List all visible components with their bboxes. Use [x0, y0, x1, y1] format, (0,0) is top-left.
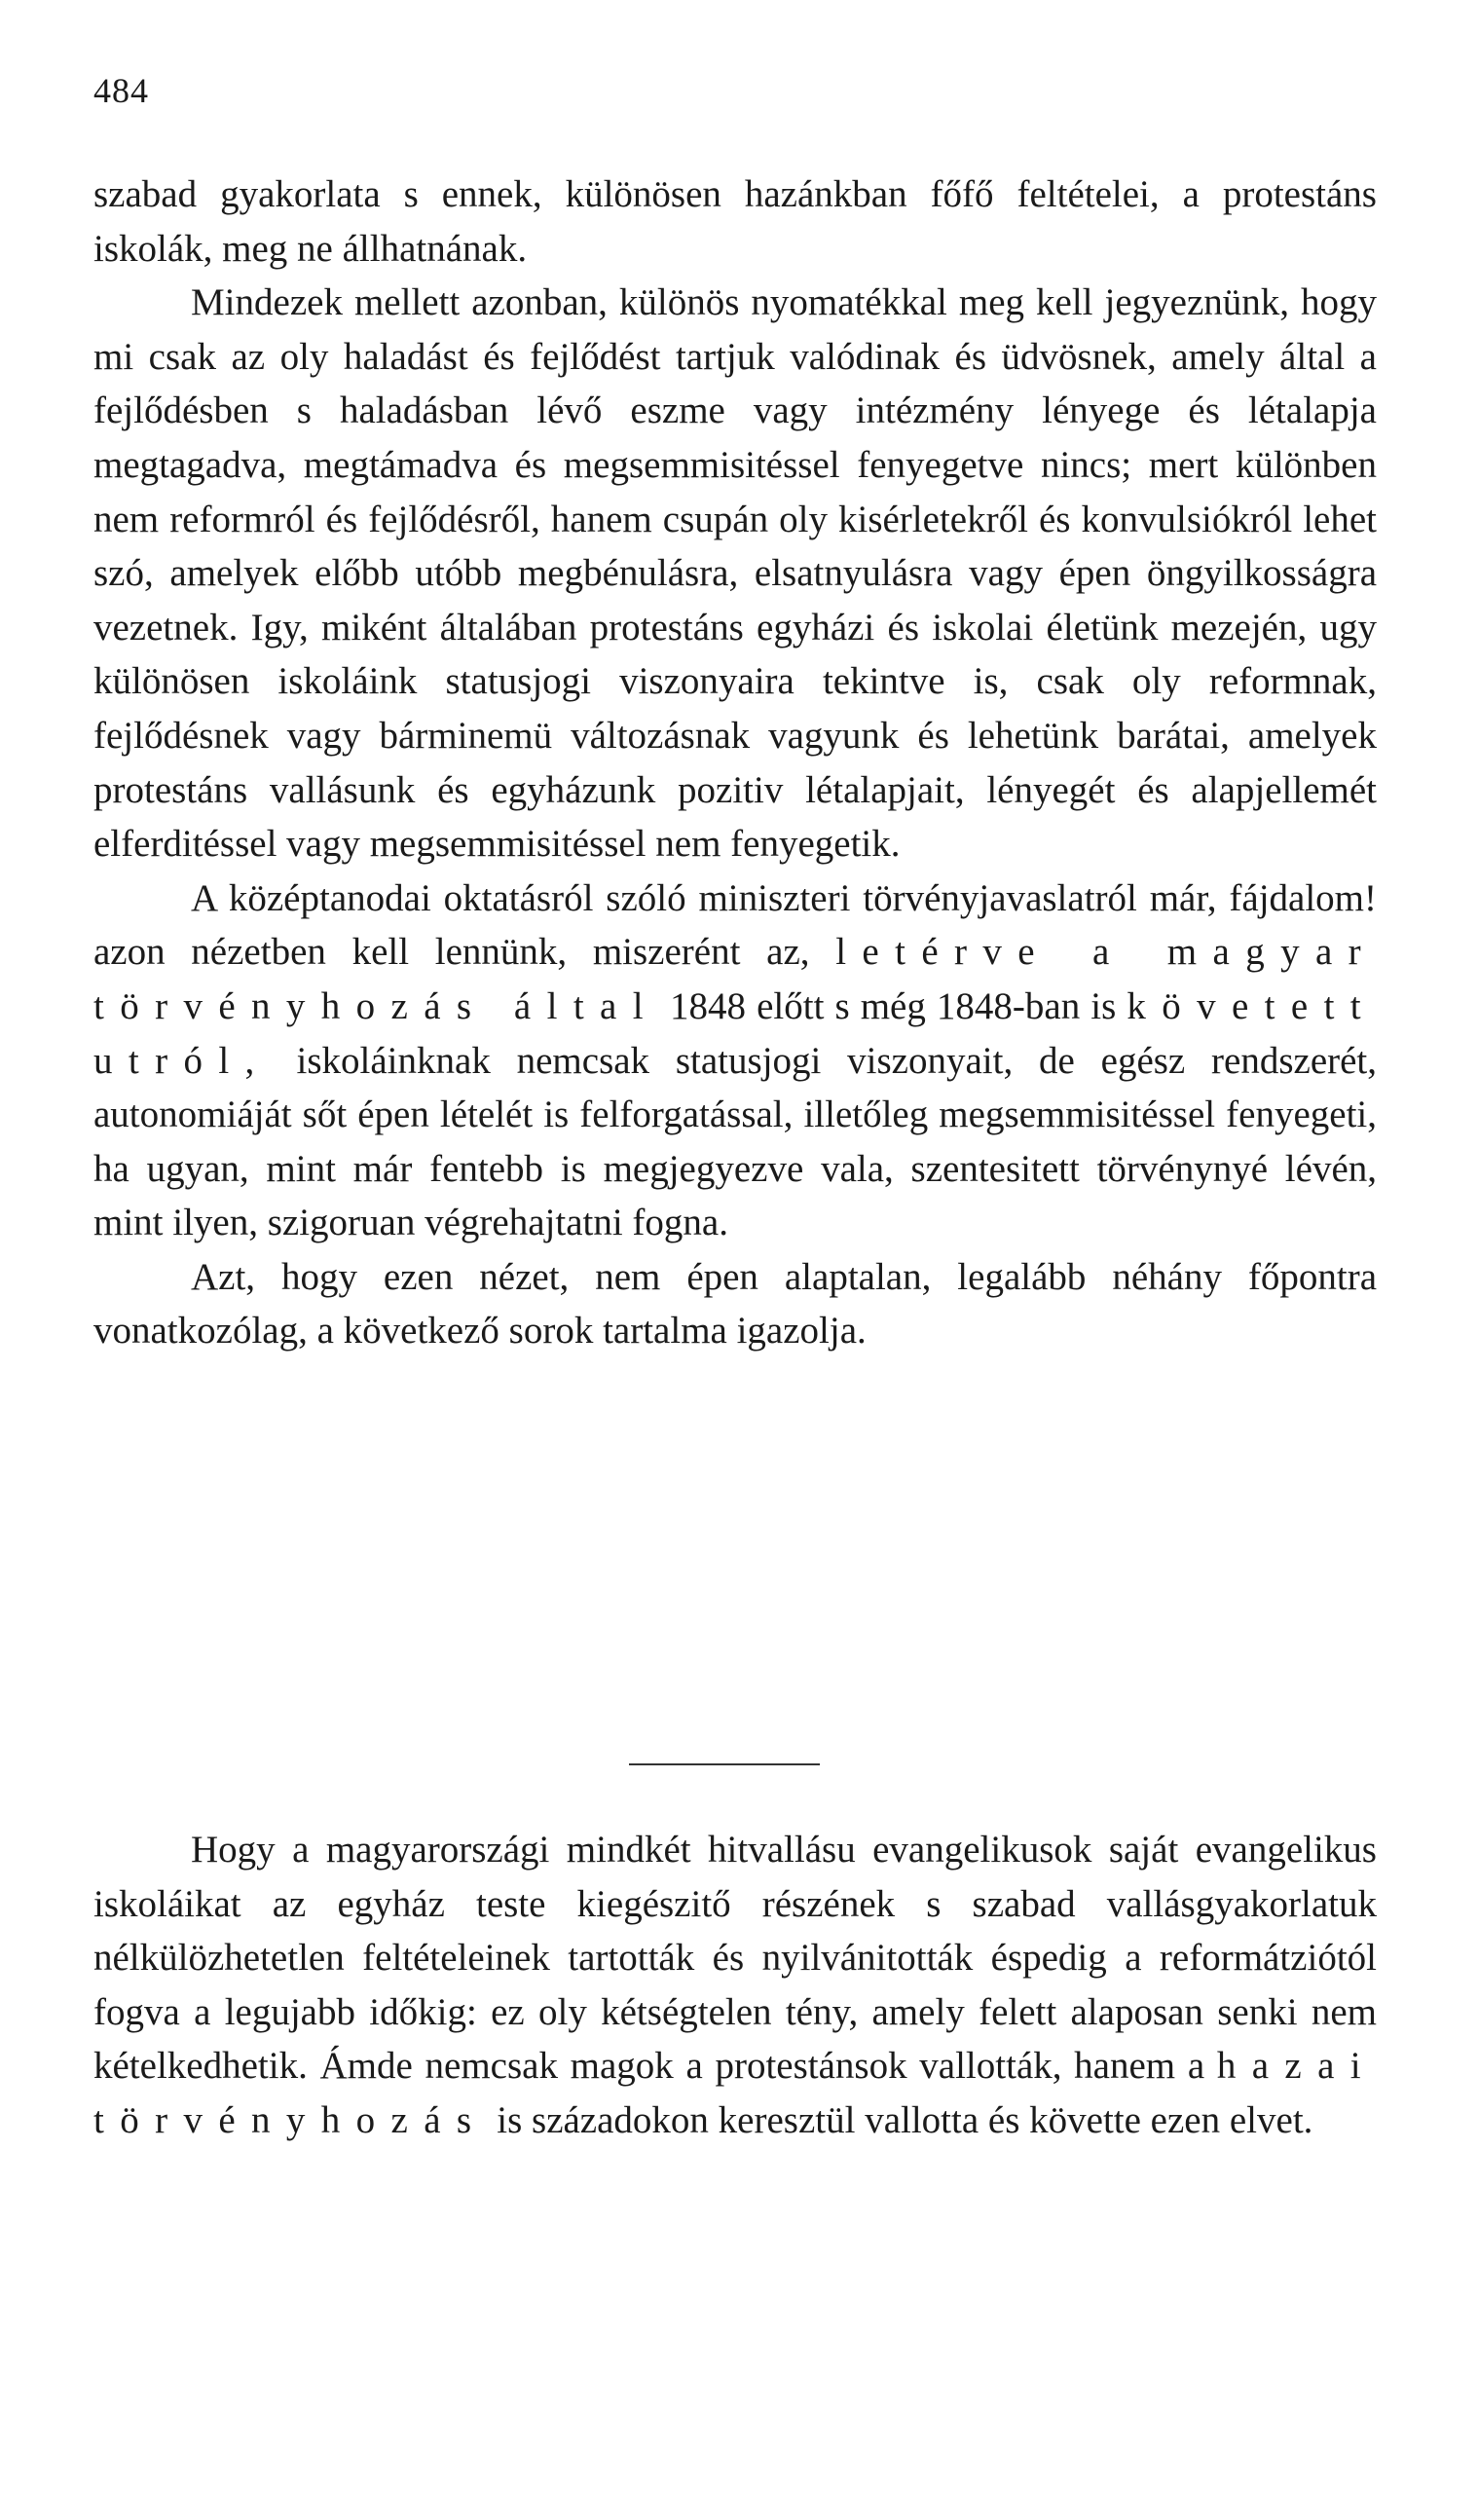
- emphasized-hazai-torvenyhozas: hazai törvényhozás: [93, 2045, 1377, 2141]
- paragraph-hogy: [93, 1823, 1377, 2148]
- main-text: [93, 167, 1377, 1358]
- paragraph-mindezek: Mindezek mellett azonban, különös nyomatékkal meg kell jegyeznünk, hogy mi csak az oly haladást és fejlődést tartjuk valódinak és üdvösnek, amely által a fejlődésben s haladásban lévő eszme vagy intézmény lényege és létalapja megtagadva, megtámadva és megsemmisitéssel fenyegetve nincs; mert különben nem reformról és fejlődésről, hanem csupán oly kisérletekről és konvulsiókról lehet szó, amelyek előbb utóbb megbénulásra, elsatnyulásra vagy épen öngyilkosságra vezetnek. Igy, miként általában protestáns egyházi és iskolai életünk mezején, ugy különösen iskoláink statusjogi viszonyaira tekintve is, csak oly reformnak, fejlődésnek vagy bárminemü változásnak vagyunk és lehetünk barátai, amelyek protestáns vallásunk és egyházunk pozitiv létalapjait, lényegét és alapjellemét elferditéssel vagy megsemmisitéssel nem fenyegetik.: [93, 281, 1377, 866]
- paragraph-kozeptanodai: [93, 871, 1377, 1250]
- emphasized-followed-path: követett utról,: [93, 984, 1378, 1082]
- paragraph-kozeptanodai-text-2: 1848 előtt s még 1848-ban is: [670, 984, 1117, 1027]
- quoted-text: [93, 1823, 1377, 2148]
- paragraph-azt: Azt, hogy ezen nézet, nem épen alaptalan, legalább néhány főpontra vonatkozólag, a következő sorok tartalma igazolja.: [93, 1255, 1377, 1353]
- page-number: 484: [93, 71, 149, 110]
- paragraph-kozeptanodai-text-1: A középtanodai oktatásról szóló miniszteri törvényjavaslatról már, fájdalom! azon nézetben kell lennünk, miszerént az,: [93, 876, 1377, 974]
- paragraph-hogy-text-1: Hogy a magyarországi mindkét hitvallásu evangelikusok saját evangelikus iskoláikat az egyház teste kiegészitő részének s szabad vallásgyakorlatuk nélkülözhetetlen feltételeinek tartották és nyilvánitották éspedig a reformátziótól fogva a legujabb időkig: ez oly kétségtelen tény, amely felett alaposan senki nem kételkedhetik. Ámde nemcsak magok a protestánsok vallották, hanem a: [93, 1829, 1377, 2088]
- paragraph-continuation: szabad gyakorlata s ennek, különösen hazánkban főfő feltételei, a protestáns iskolák, meg ne állhatnának.: [93, 173, 1377, 270]
- paragraph-kozeptanodai-text-3: iskoláinknak nemcsak statusjogi viszonyait, de egész rendszerét, autonomiáját sőt épen lételét is felforgatással, illetőleg megsemmisitéssel fenyegeti, ha ugyan, mint már fentebb is megjegyezve vala, szentesitett törvénynyé lévén, mint ilyen, szigoruan végrehajtatni fogna.: [93, 1039, 1378, 1244]
- paragraph-hogy-text-2: is századokon keresztül vallotta és követte ezen elvet.: [497, 2098, 1313, 2141]
- section-divider: [629, 1763, 820, 1765]
- emphasized-letterto-path: letérve a magyar törvényhozás által: [93, 931, 1378, 1027]
